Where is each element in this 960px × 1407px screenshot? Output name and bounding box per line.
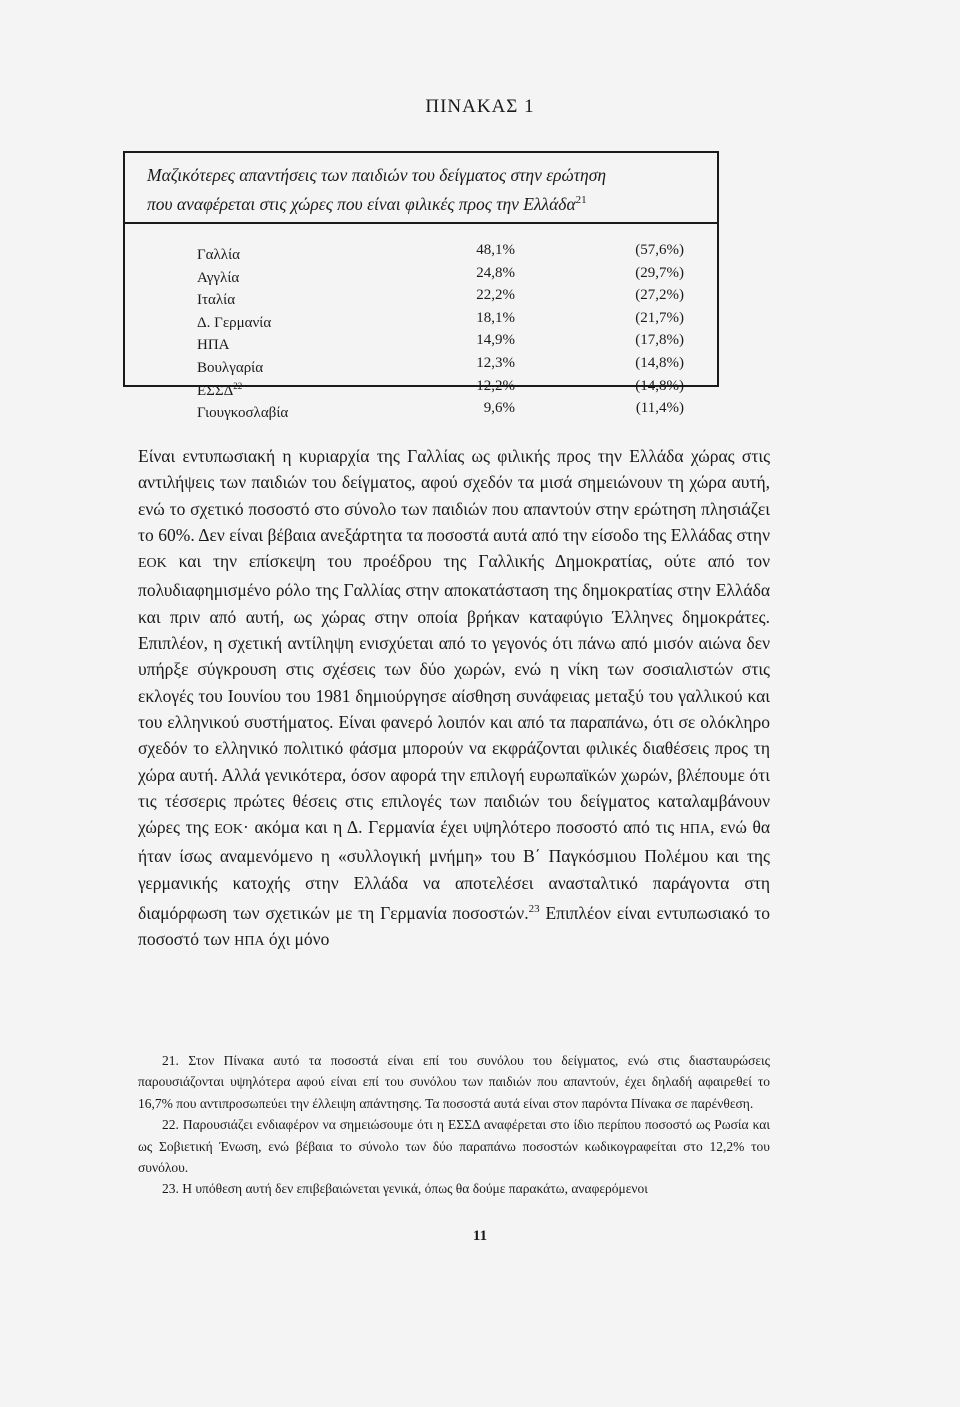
caption-divider — [125, 222, 717, 224]
table-row — [125, 352, 717, 375]
body-paragraph: Είναι εντυπωσιακή η κυριαρχία της Γαλλίας ως φιλικής προς την Ελλάδα χώρας στις αντιλήψεις των παιδιών του δείγματος, αφού σχεδόν τα μισά σημειώνουν τη χώρα αυτή, ενώ το σχετικό ποσοστό στο σύνολο των παιδιών που απαντούν στην ερώτηση πλησιάζει το 60%. Δεν είναι βέβαια ανεξάρτητα τα ποσοστά αυτά από την είσοδο της Ελλάδας στην ΕΟΚ και την επίσκεψη του προέδρου της Γαλλικής Δημοκρατίας, ούτε από τον πολυδιαφημισμένο ρόλο της Γαλλίας στην αποκατάσταση της δημοκρατίας στην Ελλάδα και πριν από αυτή, ως χώρας στην οποία βρήκαν καταφύγιο Έλληνες δημοκράτες. Επιπλέον, η σχετική αντίληψη ενισχύεται από το γεγονός ότι πάνω από μισόν αιώνα δεν υπήρξε σύγκρουση στις σχέσεις των δύο χωρών, ενώ η νίκη των σοσιαλιστών στις εκλογές του Ιουνίου του 1981 δημιούργησε αίσθηση συνάφειας μεταξύ του γαλλικού και του ελληνικού συστήματος. Είναι φανερό λοιπόν και από τα παραπάνω, ότι σε ολόκληρο σχεδόν το ελληνικό πολιτικό φάσμα μπορούν να εκφράζονται φιλικές διαθέσεις προς τη χώρα αυτή. Αλλά γενικότερα, όσον αφορά την επιλογή ευρωπαϊκών χωρών, βλέπουμε ότι τις τέσσερις πρώτες θέσεις στις επιλογές των παιδιών του δείγματος καταλαμβάνουν χώρες της ΕΟΚ· ακόμα και η Δ. Γερμανία έχει υψηλότερο ποσοστό από τις ΗΠΑ, ενώ θα ήταν ίσως αναμενόμενο η «συλλογική μνήμη» του Β΄ Παγκόσμιου Πολέμου και της γερμανικής κατοχής στην Ελλάδα να αποτελέσει ανασταλτικό παράγοντα στη διαμόρφωση των σχετικών με τη Γερμανία ποσοστών.$^{23}$ Επιπλέον είναι εντυπωσιακό το ποσοστό των ΗΠΑ όχι μόνο — [138, 446, 771, 950]
country-name: Δ. Γερμανία — [197, 314, 272, 331]
table-row — [125, 329, 717, 352]
percentage: 24,8% — [476, 264, 515, 281]
adjusted-percentage: (14,8%) — [635, 354, 684, 371]
table-row — [125, 397, 717, 420]
adjusted-percentage: (21,7%) — [635, 309, 684, 326]
eok-abbr: ΕΟΚ — [138, 556, 167, 572]
country-name: Ιταλία — [197, 292, 236, 309]
footnote-22: 22. Παρουσιάζει ενδιαφέρον να σημειώσουμε ότι η ΕΣΣΔ αναφέρεται στο ίδιο περίπου ποσοστό ως Ρωσία και ως Σοβιετική Ένωση, ενώ βέβαια το σύνολο των δύο παραπάνω ποσοστών κωδικογραφείται στο 12,2% του συνόλου. — [138, 1117, 770, 1176]
percentage: 22,2% — [476, 287, 515, 304]
table-row — [125, 262, 717, 285]
table-box — [123, 151, 719, 422]
percentage: 9,6% — [483, 400, 515, 417]
caption-line-2: που αναφέρεται στις χώρες που είναι φιλικές προς την Ελλάδα — [147, 193, 576, 214]
table-row — [125, 307, 717, 330]
country-name: Βουλγαρία — [197, 359, 264, 376]
country-name: Αγγλία — [197, 269, 240, 286]
footnote-ref: 23 — [528, 903, 540, 916]
body-text — [138, 443, 770, 955]
adjusted-percentage: (11,4%) — [635, 400, 684, 417]
table-rows — [125, 239, 717, 420]
caption-line-1: Μαζικότερες απαντήσεις των παιδιών του δείγματος στην ερώτηση — [147, 165, 607, 185]
percentage: 14,9% — [476, 332, 515, 349]
eok-abbr: ΕΟΚ — [214, 822, 244, 838]
footnote-21: 21. Στον Πίνακα αυτό τα ποσοστά είναι επί του συνόλου του δείγματος, ενώ στις διασταυρώσεις παρουσιάζονται υψηλότερα αφού είναι επί του συνόλου των παιδιών που απαντούν, έχει δηλαδή αφαιρεθεί το 16,7% που αντιπροσωπεύει την έλλειψη απάντησης. Τα ποσοστά αυτά είναι στον παρόντα Πίνακα σε παρένθεση. — [138, 1053, 770, 1111]
percentage: 12,3% — [476, 354, 515, 371]
adjusted-percentage: (27,2%) — [635, 287, 684, 304]
table-row — [125, 239, 717, 262]
adjusted-percentage: (57,6%) — [635, 242, 684, 258]
adjusted-percentage: (17,8%) — [635, 332, 684, 349]
country-name: Γιουγκοσλαβία — [197, 405, 289, 422]
country-name: ΕΣΣΔ$^{22}$ — [197, 380, 243, 399]
page-title: ΠΙΝΑΚΑΣ 1 — [425, 96, 535, 117]
table-caption — [147, 163, 707, 217]
country-name: Γαλλία — [197, 247, 240, 263]
footnotes — [138, 1050, 770, 1200]
page-number: 11 — [472, 1228, 488, 1244]
adjusted-percentage: (29,7%) — [635, 264, 684, 281]
percentage: 18,1% — [476, 309, 515, 326]
adjusted-percentage: (14,8%) — [635, 377, 684, 394]
percentage: 12,2% — [476, 377, 515, 394]
table-row — [125, 284, 717, 307]
hpa-abbr: ΗΠΑ — [234, 934, 265, 950]
table-row — [125, 375, 717, 398]
caption-footnote-ref: 21 — [575, 194, 587, 206]
country-name: ΗΠΑ — [197, 337, 230, 354]
footnote-23: 23. Η υπόθεση αυτή δεν επιβεβαιώνεται γενικά, όπως θα δούμε παρακάτω, αναφερόμενοι — [162, 1181, 648, 1197]
percentage: 48,1% — [476, 242, 515, 258]
hpa-abbr: ΗΠΑ — [679, 822, 711, 838]
